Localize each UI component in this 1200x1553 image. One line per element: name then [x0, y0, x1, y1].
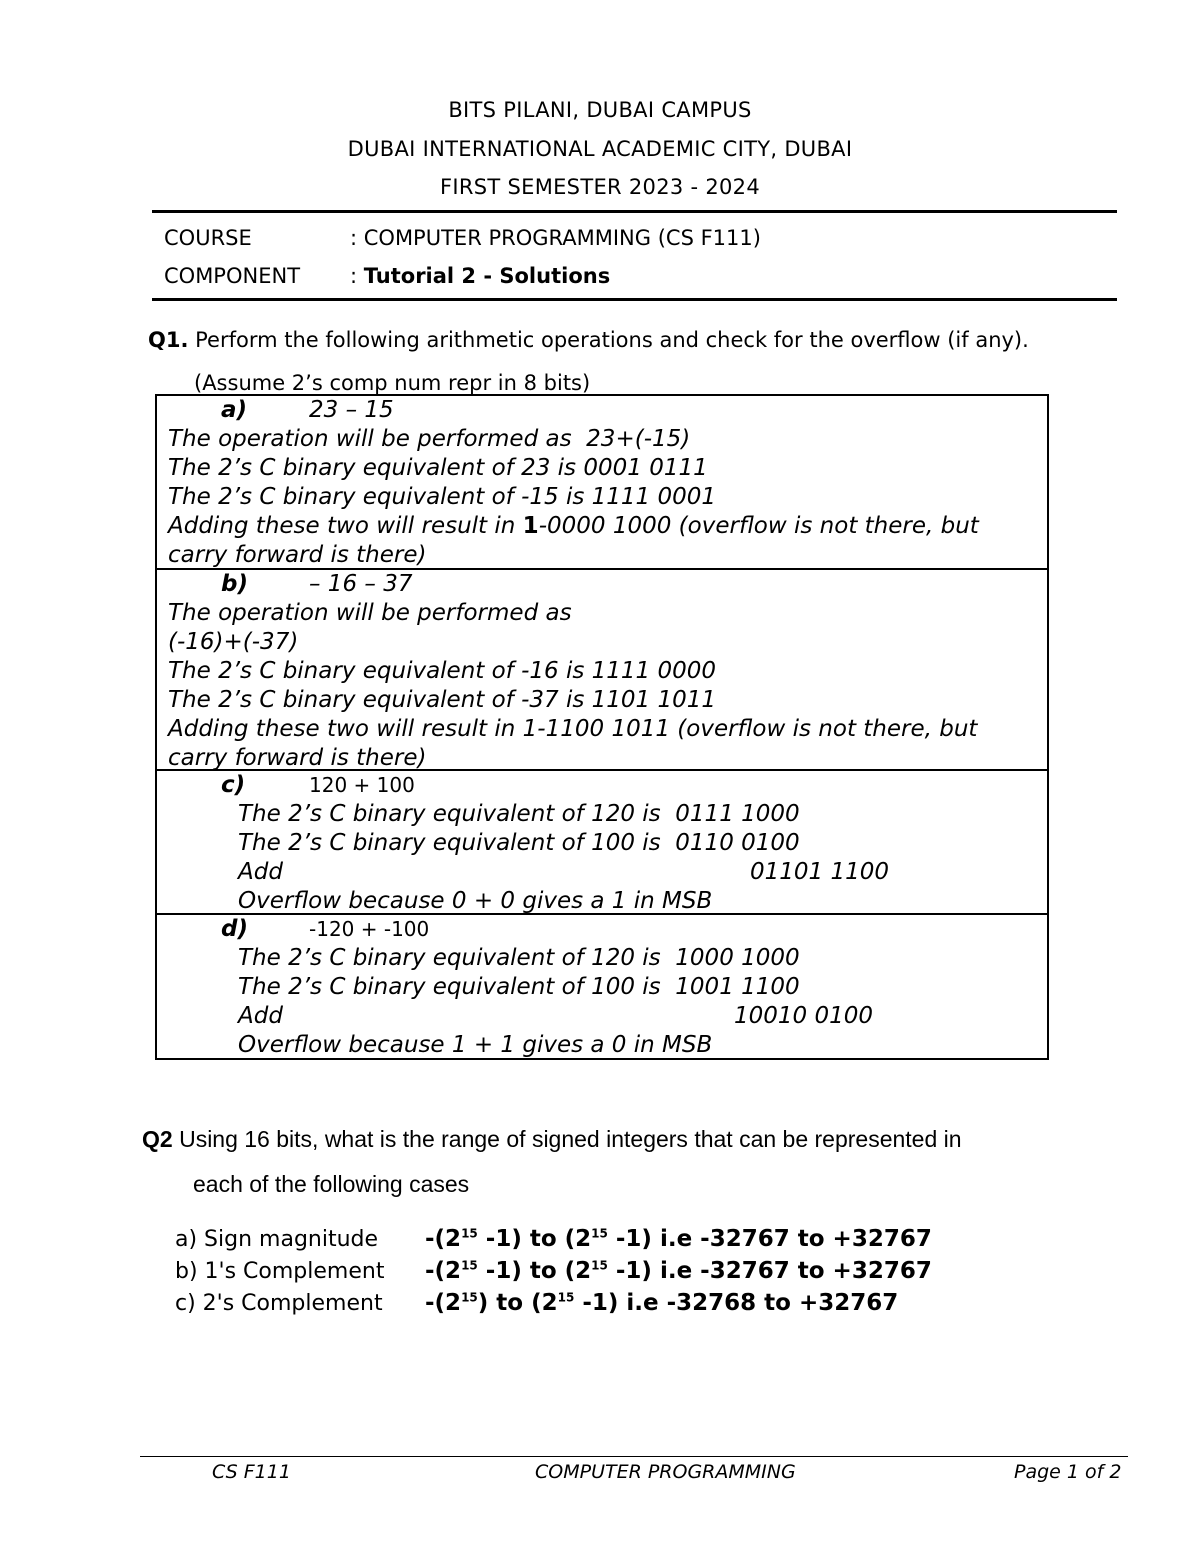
course-value: : COMPUTER PROGRAMMING (CS F111): [350, 226, 761, 250]
component-label: COMPONENT: [164, 264, 301, 288]
header-divider-bottom: [152, 298, 1117, 301]
q2-label: Q2: [142, 1126, 173, 1152]
header-line-1: BITS PILANI, DUBAI CAMPUS: [448, 98, 752, 122]
answer-d: d) -120 + -100 The 2’s C binary equivalent of 120 is 1000 1000 The 2’s C binary equivalent of 100 is 1001 1100 Add 10010 0100 Overflow because 1 + 1 gives a 0 in MSB: [221, 916, 874, 1058]
q2-question-cont: each of the following cases: [193, 1171, 470, 1197]
q1-label: Q1.: [148, 328, 189, 352]
q1-assumption: (Assume 2’s comp num repr in 8 bits): [194, 371, 591, 395]
q2-question: Q2 Using 16 bits, what is the range of signed integers that can be represented in: [142, 1126, 962, 1152]
component-value: : Tutorial 2 - Solutions: [350, 264, 611, 288]
footer-course-code: CS F111: [212, 1461, 291, 1483]
answer-b: b) – 16 – 37 The operation will be performed as (-16)+(-37) The 2’s C binary equivalent of -16 is 1111 0000 The 2’s C binary equivalent of -37 is 1101 1011 Adding these two will result in 1-1100 1011 (overflow is not there, but carry forward is there): [157, 570, 1047, 771]
header-line-3: FIRST SEMESTER 2023 - 2024: [440, 175, 760, 199]
q2-option-b: b) 1's Complement $-(2^{15}$ -1) to ($2^{15}$ -1) i.e -32767 to +32767: [175, 1258, 932, 1284]
answer-c: c) 120 + 100 The 2’s C binary equivalent of 120 is 0111 1000 The 2’s C binary equivalent of 100 is 0110 0100 Add 01101 1100 Overflow because 0 + 0 gives a 1 in MSB: [157, 771, 1047, 915]
q1-answers-table: [155, 394, 1049, 1060]
q2-option-a: a) Sign magnitude $-(2^{15}$ -1) to ($2^{15}$ -1) i.e -32767 to +32767: [175, 1226, 932, 1252]
q1-question: Q1. Perform the following arithmetic operations and check for the overflow (if any).: [148, 328, 1029, 352]
header-divider-top: [152, 210, 1117, 213]
answer-a: a) 23 – 15 The operation will be performed as 23+(-15) The 2’s C binary equivalent of 23 is 0001 0111 The 2’s C binary equivalent of -15 is 1111 0001 Adding these two will result in 1-0000 1000 (overflow is not there, but carry forward is there): [157, 396, 1047, 570]
footer-divider: [140, 1456, 1128, 1457]
course-label: COURSE: [164, 226, 252, 250]
q2-option-c: c) 2's Complement $-(2^{15})$ to ($2^{15}$ -1) i.e -32768 to +32767: [175, 1290, 899, 1316]
footer-course-name: COMPUTER PROGRAMMING: [535, 1461, 796, 1483]
header-line-2: DUBAI INTERNATIONAL ACADEMIC CITY, DUBAI: [347, 137, 853, 161]
footer-page-number: Page 1 of 2: [1014, 1461, 1122, 1483]
